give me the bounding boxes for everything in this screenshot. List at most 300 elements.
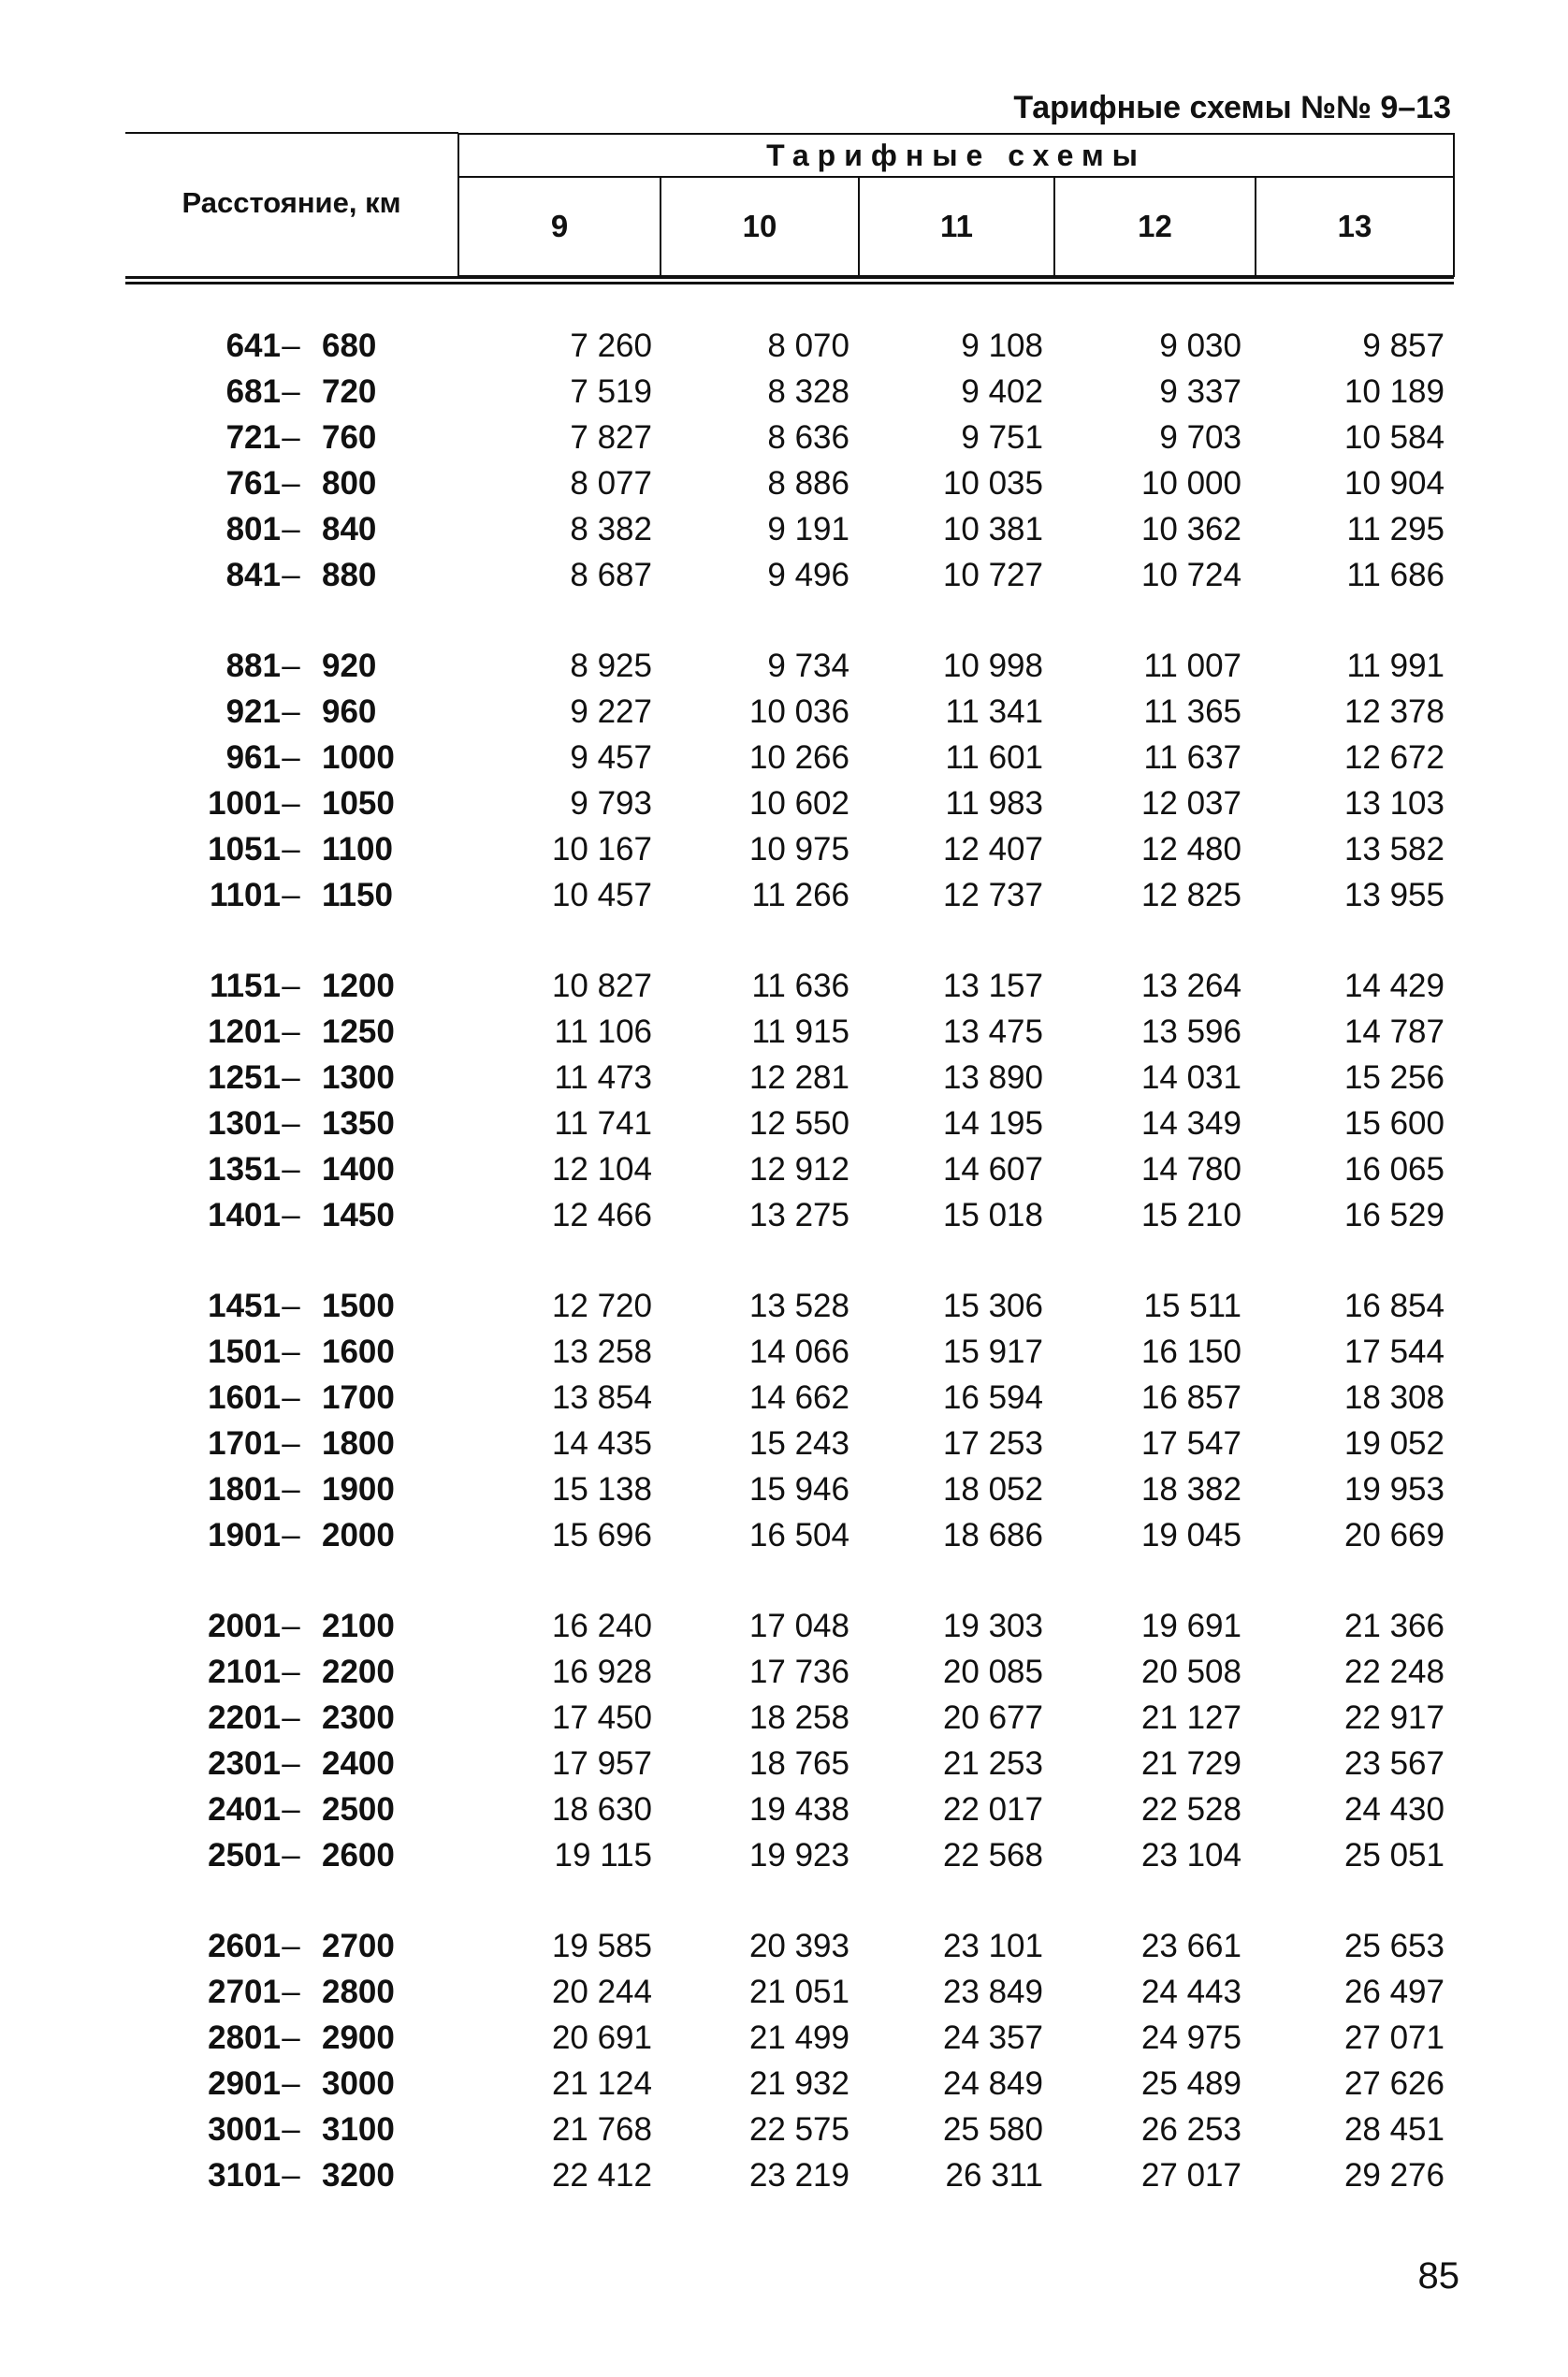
table-row — [0, 1741, 1568, 1786]
tariff-value-col-9: 12 466 — [551, 1197, 652, 1233]
distance-to: 1250 — [322, 1014, 395, 1050]
tariff-value-col-12: 26 253 — [1140, 2111, 1241, 2148]
tariff-value-col-12: 14 780 — [1140, 1151, 1241, 1188]
tariff-value-col-9: 11 741 — [554, 1105, 652, 1142]
distance-from: 761 — [225, 465, 281, 502]
distance-from: 1001 — [208, 785, 281, 822]
row-group — [0, 1283, 1568, 1558]
tariff-value-col-9: 15 138 — [551, 1471, 652, 1508]
tariff-value-col-13: 10 189 — [1343, 373, 1445, 410]
tariff-value-col-13: 27 071 — [1343, 2020, 1445, 2056]
tariff-value-col-12: 18 382 — [1140, 1471, 1241, 1508]
distance-from: 1251 — [208, 1059, 281, 1096]
distance-to: 3200 — [322, 2157, 395, 2194]
tariff-value-col-11: 21 253 — [942, 1745, 1043, 1782]
range-dash: – — [282, 373, 300, 410]
tariff-value-col-13: 25 653 — [1343, 1928, 1445, 1964]
tariff-value-col-10: 10 036 — [748, 693, 849, 730]
tariff-value-col-10: 10 975 — [748, 831, 849, 868]
tariff-value-col-13: 14 787 — [1343, 1014, 1445, 1050]
range-dash: – — [282, 1425, 300, 1462]
tariff-value-col-11: 9 108 — [961, 328, 1043, 364]
tariff-value-col-13: 25 051 — [1343, 1837, 1445, 1874]
table-row — [0, 1009, 1568, 1055]
distance-to: 840 — [322, 511, 377, 547]
tariff-value-col-10: 8 070 — [767, 328, 849, 364]
tariff-value-col-11: 14 607 — [942, 1151, 1043, 1188]
table-row — [0, 1923, 1568, 1969]
tariff-value-col-11: 23 101 — [942, 1928, 1043, 1964]
distance-from: 1701 — [208, 1425, 281, 1462]
range-dash: – — [282, 465, 300, 502]
tariff-value-col-11: 26 311 — [945, 2157, 1043, 2194]
tariff-value-col-9: 9 227 — [570, 693, 652, 730]
tariff-value-col-10: 17 048 — [748, 1608, 849, 1644]
distance-from: 1801 — [208, 1471, 281, 1508]
tariff-value-col-10: 11 636 — [751, 968, 849, 1004]
tariff-value-col-13: 19 052 — [1343, 1425, 1445, 1462]
tariff-value-col-13: 15 600 — [1343, 1105, 1445, 1142]
tariff-value-col-13: 14 429 — [1343, 968, 1445, 1004]
tariff-value-col-12: 27 017 — [1140, 2157, 1241, 2194]
distance-from: 1451 — [208, 1288, 281, 1324]
tariff-value-col-13: 22 248 — [1343, 1654, 1445, 1690]
distance-from: 3101 — [208, 2157, 281, 2194]
tariff-value-col-12: 13 596 — [1140, 1014, 1241, 1050]
tariff-value-col-10: 10 266 — [748, 739, 849, 776]
tariff-value-col-10: 11 266 — [751, 877, 849, 913]
tariff-value-col-12: 16 857 — [1140, 1379, 1241, 1416]
tariff-value-col-10: 11 915 — [751, 1014, 849, 1050]
table-body — [0, 323, 1568, 2243]
range-dash: – — [282, 1105, 300, 1142]
table-row — [0, 872, 1568, 918]
table-row — [0, 1832, 1568, 1878]
tariff-value-col-11: 15 306 — [942, 1288, 1043, 1324]
distance-column-header: Расстояние, км — [125, 134, 458, 276]
tariff-value-col-9: 19 585 — [551, 1928, 652, 1964]
tariff-value-col-9: 17 957 — [551, 1745, 652, 1782]
tariff-value-col-9: 22 412 — [551, 2157, 652, 2194]
tariff-value-col-11: 13 475 — [942, 1014, 1043, 1050]
table-row — [0, 735, 1568, 780]
tariff-value-col-9: 20 691 — [551, 2020, 652, 2056]
tariff-value-col-10: 18 765 — [748, 1745, 849, 1782]
distance-to: 1150 — [322, 877, 393, 913]
tariff-value-col-10: 12 550 — [748, 1105, 849, 1142]
range-dash: – — [282, 739, 300, 776]
table-row — [0, 323, 1568, 369]
tariff-value-col-13: 17 544 — [1343, 1334, 1445, 1370]
tariff-value-col-10: 8 328 — [767, 373, 849, 410]
distance-to: 720 — [322, 373, 377, 410]
range-dash: – — [282, 1197, 300, 1233]
range-dash: – — [282, 831, 300, 868]
distance-to: 2400 — [322, 1745, 395, 1782]
tariff-value-col-11: 13 157 — [942, 968, 1043, 1004]
range-dash: – — [282, 968, 300, 1004]
tariff-value-col-9: 10 827 — [551, 968, 652, 1004]
tariff-value-col-10: 19 923 — [748, 1837, 849, 1874]
distance-from: 881 — [225, 648, 281, 684]
tariff-value-col-13: 13 103 — [1343, 785, 1445, 822]
distance-to: 1200 — [322, 968, 395, 1004]
range-dash: – — [282, 1014, 300, 1050]
table-row — [0, 1786, 1568, 1832]
tariff-value-col-12: 14 031 — [1140, 1059, 1241, 1096]
tariff-value-col-10: 23 219 — [748, 2157, 849, 2194]
row-group — [0, 323, 1568, 598]
tariff-value-col-10: 8 886 — [767, 465, 849, 502]
tariff-value-col-11: 20 085 — [942, 1654, 1043, 1690]
tariff-value-col-10: 22 575 — [748, 2111, 849, 2148]
tariff-value-col-9: 20 244 — [551, 1974, 652, 2010]
distance-to: 1500 — [322, 1288, 395, 1324]
tariff-value-col-11: 15 018 — [942, 1197, 1043, 1233]
range-dash: – — [282, 1699, 300, 1736]
table-row — [0, 1466, 1568, 1512]
tariff-value-col-9: 8 382 — [570, 511, 652, 547]
distance-from: 921 — [225, 693, 281, 730]
tariff-value-col-10: 13 275 — [748, 1197, 849, 1233]
tariff-value-col-11: 17 253 — [942, 1425, 1043, 1462]
column-header-12: 12 — [1054, 177, 1256, 276]
distance-to: 2300 — [322, 1699, 395, 1736]
tariff-value-col-10: 14 662 — [748, 1379, 849, 1416]
distance-from: 2101 — [208, 1654, 281, 1690]
tariff-value-col-9: 9 793 — [570, 785, 652, 822]
tariff-value-col-10: 9 734 — [767, 648, 849, 684]
distance-from: 1051 — [208, 831, 281, 868]
distance-to: 960 — [322, 693, 377, 730]
tariff-value-col-10: 21 932 — [748, 2065, 849, 2102]
distance-to: 2500 — [322, 1791, 395, 1828]
range-dash: – — [282, 1837, 300, 1874]
tariff-value-col-9: 19 115 — [554, 1837, 652, 1874]
tariff-value-col-13: 12 672 — [1343, 739, 1445, 776]
tariff-value-col-12: 20 508 — [1140, 1654, 1241, 1690]
range-dash: – — [282, 1974, 300, 2010]
tariff-value-col-12: 10 362 — [1140, 511, 1241, 547]
tariff-value-col-11: 10 727 — [942, 557, 1043, 593]
range-dash: – — [282, 877, 300, 913]
table-row — [0, 2061, 1568, 2107]
tariff-value-col-9: 12 104 — [551, 1151, 652, 1188]
distance-from: 1151 — [210, 968, 281, 1004]
tariff-value-col-9: 8 077 — [570, 465, 652, 502]
tariff-value-col-12: 9 337 — [1159, 373, 1241, 410]
distance-from: 2301 — [208, 1745, 281, 1782]
distance-to: 1600 — [322, 1334, 395, 1370]
table-row — [0, 552, 1568, 598]
tariff-value-col-13: 29 276 — [1343, 2157, 1445, 2194]
tariff-value-col-10: 8 636 — [767, 419, 849, 456]
tariff-value-col-10: 15 946 — [748, 1471, 849, 1508]
tariff-value-col-12: 15 210 — [1140, 1197, 1241, 1233]
distance-to: 760 — [322, 419, 377, 456]
distance-to: 1400 — [322, 1151, 395, 1188]
tariff-value-col-10: 16 504 — [748, 1517, 849, 1553]
distance-from: 681 — [225, 373, 281, 410]
distance-from: 1201 — [208, 1014, 281, 1050]
table-row — [0, 643, 1568, 689]
tariff-value-col-11: 14 195 — [942, 1105, 1043, 1142]
distance-from: 1901 — [208, 1517, 281, 1553]
tariff-value-col-12: 24 975 — [1140, 2020, 1241, 2056]
distance-to: 1000 — [322, 739, 395, 776]
table-row — [0, 1375, 1568, 1421]
tariff-value-col-12: 15 511 — [1143, 1288, 1241, 1324]
range-dash: – — [282, 1334, 300, 1370]
tariff-value-col-11: 9 751 — [961, 419, 1043, 456]
tariff-value-col-9: 18 630 — [551, 1791, 652, 1828]
tariff-value-col-13: 16 854 — [1343, 1288, 1445, 1324]
distance-from: 721 — [225, 419, 281, 456]
table-row — [0, 415, 1568, 460]
range-dash: – — [282, 557, 300, 593]
distance-to: 2200 — [322, 1654, 395, 1690]
distance-to: 2900 — [322, 2020, 395, 2056]
table-header — [125, 133, 1455, 277]
range-dash: – — [282, 1745, 300, 1782]
tariff-value-col-13: 19 953 — [1343, 1471, 1445, 1508]
table-row — [0, 1603, 1568, 1649]
range-dash: – — [282, 328, 300, 364]
tariff-value-col-13: 20 669 — [1343, 1517, 1445, 1553]
tariff-value-col-9: 21 124 — [551, 2065, 652, 2102]
tariff-value-col-11: 25 580 — [942, 2111, 1043, 2148]
tariff-value-col-9: 13 258 — [551, 1334, 652, 1370]
tariff-value-col-13: 13 582 — [1343, 831, 1445, 868]
column-header-11: 11 — [859, 177, 1054, 276]
range-dash: – — [282, 1471, 300, 1508]
range-dash: – — [282, 2157, 300, 2194]
tariff-value-col-11: 22 568 — [942, 1837, 1043, 1874]
tariff-value-col-10: 10 602 — [748, 785, 849, 822]
distance-from: 961 — [225, 739, 281, 776]
range-dash: – — [282, 785, 300, 822]
tariff-value-col-12: 14 349 — [1140, 1105, 1241, 1142]
tariff-value-col-9: 7 827 — [570, 419, 652, 456]
table-row — [0, 1649, 1568, 1695]
table-row — [0, 1192, 1568, 1238]
distance-from: 2701 — [208, 1974, 281, 2010]
tariff-value-col-10: 18 258 — [748, 1699, 849, 1736]
tariff-value-col-12: 23 661 — [1140, 1928, 1241, 1964]
tariff-value-col-10: 12 912 — [748, 1151, 849, 1188]
column-header-10: 10 — [661, 177, 859, 276]
range-dash: – — [282, 1608, 300, 1644]
row-group — [0, 963, 1568, 1238]
distance-to: 1700 — [322, 1379, 395, 1416]
tariff-value-col-11: 16 594 — [942, 1379, 1043, 1416]
tariff-value-col-11: 10 381 — [942, 511, 1043, 547]
tariff-value-col-11: 12 737 — [942, 877, 1043, 913]
tariff-value-col-10: 21 499 — [748, 2020, 849, 2056]
distance-to: 2100 — [322, 1608, 395, 1644]
tariff-value-col-12: 10 000 — [1140, 465, 1241, 502]
tariff-value-col-12: 12 825 — [1140, 877, 1241, 913]
table-row — [0, 780, 1568, 826]
tariff-value-col-9: 9 457 — [570, 739, 652, 776]
distance-to: 1300 — [322, 1059, 395, 1096]
distance-from: 3001 — [208, 2111, 281, 2148]
tariff-value-col-13: 15 256 — [1343, 1059, 1445, 1096]
distance-from: 801 — [225, 511, 281, 547]
tariff-value-col-11: 23 849 — [942, 1974, 1043, 2010]
table-row — [0, 1969, 1568, 2015]
range-dash: – — [282, 1928, 300, 1964]
tariff-value-col-11: 11 341 — [945, 693, 1043, 730]
tariff-value-col-11: 19 303 — [942, 1608, 1043, 1644]
tariff-value-col-11: 10 998 — [942, 648, 1043, 684]
tariff-value-col-13: 23 567 — [1343, 1745, 1445, 1782]
tariff-value-col-11: 10 035 — [942, 465, 1043, 502]
distance-to: 2600 — [322, 1837, 395, 1874]
tariff-value-col-10: 12 281 — [748, 1059, 849, 1096]
tariff-value-col-11: 15 917 — [942, 1334, 1043, 1370]
tariff-value-col-11: 9 402 — [961, 373, 1043, 410]
table-row — [0, 2015, 1568, 2061]
tariff-value-col-12: 19 691 — [1140, 1608, 1241, 1644]
range-dash: – — [282, 648, 300, 684]
table-row — [0, 506, 1568, 552]
tariff-value-col-12: 11 365 — [1143, 693, 1241, 730]
tariff-value-col-13: 10 904 — [1343, 465, 1445, 502]
tariff-value-col-9: 10 167 — [551, 831, 652, 868]
tariff-value-col-11: 22 017 — [942, 1791, 1043, 1828]
tariff-value-col-12: 12 480 — [1140, 831, 1241, 868]
tariff-value-col-9: 15 696 — [551, 1517, 652, 1553]
column-header-13: 13 — [1256, 177, 1454, 276]
tariff-value-col-9: 11 473 — [554, 1059, 652, 1096]
tariff-value-col-12: 10 724 — [1140, 557, 1241, 593]
tariff-value-col-11: 20 677 — [942, 1699, 1043, 1736]
tariff-value-col-13: 28 451 — [1343, 2111, 1445, 2148]
distance-from: 641 — [225, 328, 281, 364]
tariff-value-col-9: 16 928 — [551, 1654, 652, 1690]
tariff-value-col-13: 11 295 — [1346, 511, 1445, 547]
table-row — [0, 963, 1568, 1009]
tariff-value-col-9: 21 768 — [551, 2111, 652, 2148]
distance-from: 2601 — [208, 1928, 281, 1964]
tariff-value-col-12: 16 150 — [1140, 1334, 1241, 1370]
distance-to: 1800 — [322, 1425, 395, 1462]
table-row — [0, 1695, 1568, 1741]
range-dash: – — [282, 1654, 300, 1690]
distance-to: 3100 — [322, 2111, 395, 2148]
tariff-value-col-13: 10 584 — [1343, 419, 1445, 456]
tariff-value-col-10: 15 243 — [748, 1425, 849, 1462]
distance-to: 880 — [322, 557, 377, 593]
tariff-value-col-9: 16 240 — [551, 1608, 652, 1644]
range-dash: – — [282, 1288, 300, 1324]
tariff-value-col-9: 11 106 — [554, 1014, 652, 1050]
tariff-value-col-12: 11 007 — [1143, 648, 1241, 684]
tariff-value-col-9: 7 519 — [570, 373, 652, 410]
distance-to: 2700 — [322, 1928, 395, 1964]
distance-from: 1601 — [208, 1379, 281, 1416]
table-row — [0, 460, 1568, 506]
tariff-value-col-12: 11 637 — [1143, 739, 1241, 776]
table-row — [0, 826, 1568, 872]
tariff-value-col-11: 18 686 — [942, 1517, 1043, 1553]
tariff-value-col-12: 21 127 — [1140, 1699, 1241, 1736]
tariff-value-col-13: 27 626 — [1343, 2065, 1445, 2102]
tariff-value-col-10: 14 066 — [748, 1334, 849, 1370]
tariff-value-col-12: 9 703 — [1159, 419, 1241, 456]
tariff-value-col-13: 11 686 — [1346, 557, 1445, 593]
tariff-value-col-9: 8 925 — [570, 648, 652, 684]
distance-to: 800 — [322, 465, 377, 502]
distance-to: 2800 — [322, 1974, 395, 2010]
tariff-value-col-11: 11 983 — [945, 785, 1043, 822]
tariff-value-col-12: 23 104 — [1140, 1837, 1241, 1874]
distance-to: 680 — [322, 328, 377, 364]
tariff-value-col-13: 13 955 — [1343, 877, 1445, 913]
tariff-value-col-13: 11 991 — [1346, 648, 1445, 684]
distance-from: 1101 — [210, 877, 281, 913]
table-row — [0, 369, 1568, 415]
distance-from: 1501 — [208, 1334, 281, 1370]
tariff-value-col-10: 21 051 — [748, 1974, 849, 2010]
tariff-value-col-12: 21 729 — [1140, 1745, 1241, 1782]
range-dash: – — [282, 419, 300, 456]
range-dash: – — [282, 511, 300, 547]
tariff-value-col-10: 13 528 — [748, 1288, 849, 1324]
distance-from: 2501 — [208, 1837, 281, 1874]
distance-from: 2201 — [208, 1699, 281, 1736]
tariff-value-col-11: 13 890 — [942, 1059, 1043, 1096]
distance-to: 1100 — [322, 831, 393, 868]
range-dash: – — [282, 2065, 300, 2102]
distance-from: 2001 — [208, 1608, 281, 1644]
header-bottom-double-rule — [125, 276, 1454, 284]
range-dash: – — [282, 2111, 300, 2148]
tariff-value-col-10: 20 393 — [748, 1928, 849, 1964]
tariff-value-col-12: 19 045 — [1140, 1517, 1241, 1553]
range-dash: – — [282, 693, 300, 730]
column-header-9: 9 — [458, 177, 661, 276]
tariff-value-col-12: 9 030 — [1159, 328, 1241, 364]
tariff-value-col-9: 8 687 — [570, 557, 652, 593]
tariff-value-col-13: 18 308 — [1343, 1379, 1445, 1416]
tariff-schemes-group-header: Тарифные схемы — [458, 134, 1454, 177]
distance-from: 2801 — [208, 2020, 281, 2056]
tariff-value-col-9: 14 435 — [551, 1425, 652, 1462]
distance-to: 920 — [322, 648, 377, 684]
tariff-value-col-12: 17 547 — [1140, 1425, 1241, 1462]
tariff-value-col-9: 17 450 — [551, 1699, 652, 1736]
distance-to: 1900 — [322, 1471, 395, 1508]
table-row — [0, 1329, 1568, 1375]
distance-from: 1401 — [208, 1197, 281, 1233]
tariff-value-col-13: 12 378 — [1343, 693, 1445, 730]
tariff-value-col-11: 18 052 — [942, 1471, 1043, 1508]
tariff-value-col-10: 9 496 — [767, 557, 849, 593]
table-row — [0, 1055, 1568, 1101]
tariff-value-col-10: 9 191 — [767, 511, 849, 547]
distance-from: 2401 — [208, 1791, 281, 1828]
tariff-value-col-10: 17 736 — [748, 1654, 849, 1690]
page-number: 85 — [1417, 2255, 1459, 2297]
distance-from: 2901 — [208, 2065, 281, 2102]
tariff-value-col-12: 12 037 — [1140, 785, 1241, 822]
tariff-value-col-9: 7 260 — [570, 328, 652, 364]
range-dash: – — [282, 1151, 300, 1188]
tariff-value-col-12: 13 264 — [1140, 968, 1241, 1004]
table-row — [0, 1283, 1568, 1329]
